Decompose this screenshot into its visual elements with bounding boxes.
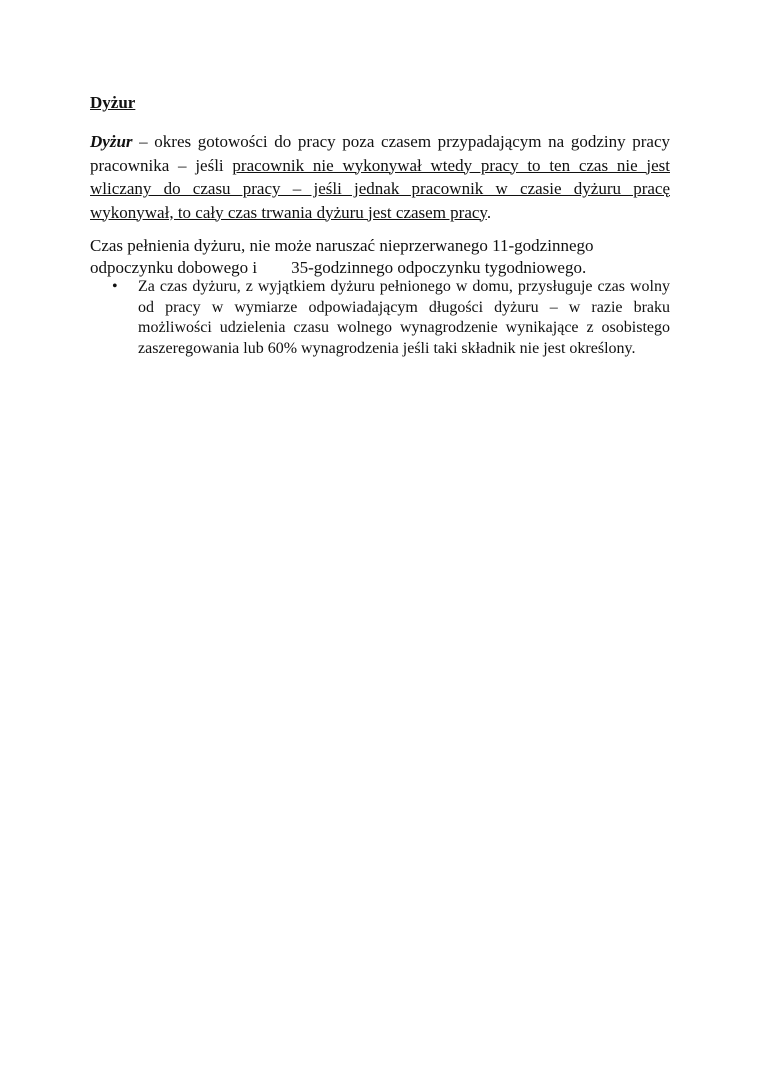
definition-paragraph — [90, 130, 670, 224]
rest-line-2b: 35-godzinnego odpoczynku tygodniowego. — [291, 258, 587, 277]
definition-underlined-text: pracownik nie wykonywał wtedy pracy to ten czas nie jest wliczany do czasu pracy – jeśli jednak pracownik w czasie dyżuru pracę wykonywał, to cały czas trwania dyżuru jest czasem pracy — [90, 155, 670, 222]
definition-term: Dyżur — [90, 132, 133, 151]
rest-paragraph — [90, 235, 670, 279]
definition-end: . — [486, 202, 492, 222]
rest-line-1: Czas pełnienia dyżuru, nie może naruszać nieprzerwanego 11-godzinnego — [90, 236, 594, 255]
section-heading: Dyżur — [90, 93, 136, 112]
list-item — [90, 277, 670, 359]
bullet-list — [90, 277, 670, 359]
bullet-text: Za czas dyżuru, z wyjątkiem dyżuru pełnionego w domu, przysługuje czas wolny od pracy w wymiarze odpowiadającym długości dyżuru – w razie braku możliwości udzielenia czasu wolnego wynagrodzenie wynikające z osobistego zaszeregowania lub 60% wynagrodzenia jeśli taki składnik nie jest określony. — [138, 278, 670, 357]
bullet-icon: • — [112, 278, 118, 295]
rest-line-2a: odpoczynku dobowego i — [90, 258, 258, 277]
definition-text: – okres gotowości do pracy poza czasem przypadającym na godziny pracy pracownika – jeśli — [90, 132, 670, 175]
